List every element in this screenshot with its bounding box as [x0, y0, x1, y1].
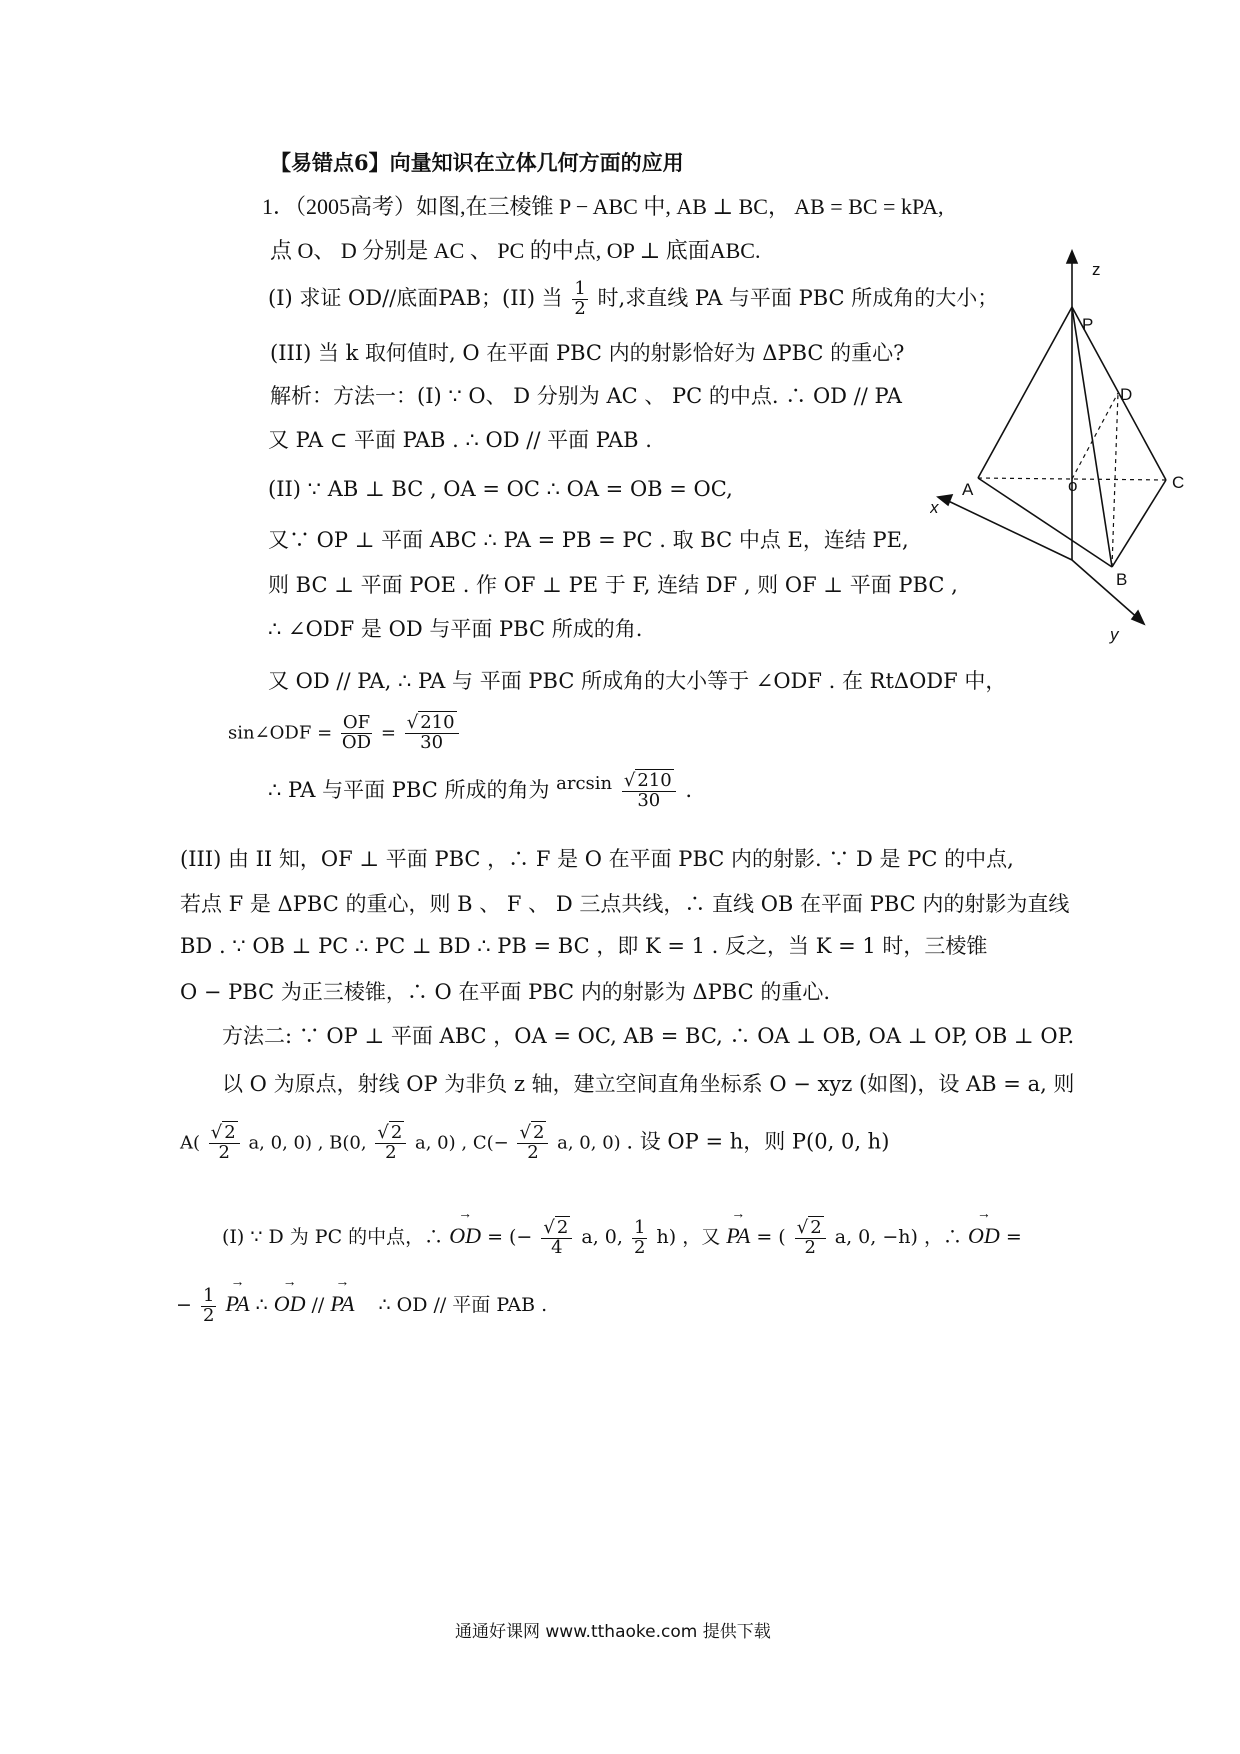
fraction-den: 4 — [551, 1236, 563, 1258]
label-a: A — [962, 480, 974, 499]
problem-line-3 — [268, 280, 998, 319]
point-c: , C(− — [461, 1132, 509, 1154]
vector-pa: → PA — [330, 1278, 354, 1318]
radicand: 210 — [420, 712, 455, 733]
z-arrowhead — [1067, 251, 1077, 263]
line-17-d: h) — [656, 1226, 677, 1248]
fraction-den: 2 — [804, 1236, 816, 1258]
fraction-num: √ 210 — [622, 772, 676, 792]
section-title: 【易错点6】向量知识在立体几何方面的应用 — [270, 150, 684, 175]
solution-line-17 — [222, 1210, 1022, 1257]
radicand: 210 — [637, 770, 672, 791]
line-17-a: (I) ∵ D 为 PC 的中点，∴ — [222, 1226, 444, 1248]
therefore-sign: ∴ — [255, 1294, 268, 1316]
fraction-num: √ 2 — [541, 1219, 572, 1239]
solution-line-7: 又 OD // PA, ∴ PA 与 平面 PBC 所成角的大小等于 ∠ODF . 在 RtΔODF 中， — [268, 669, 1007, 693]
solution-line-10: (III) 由 II 知，OF ⊥ 平面 PBC ，∴ F 是 O 在平面 PBC 内的射影. ∵ D 是 PC 的中点, — [180, 847, 1014, 871]
edge-bc — [1112, 480, 1166, 567]
parallel-sign: // — [311, 1294, 325, 1316]
fraction-sqrt2-over-2 — [375, 1124, 406, 1163]
solution-line-1: 解析：方法一：(Ⅰ) ∵ O、 D 分别为 AC 、 PC 的中点. ∴ OD // PA — [270, 384, 902, 408]
point-c-rest: a, 0, 0) — [557, 1132, 621, 1154]
solution-line-5: 则 BC ⊥ 平面 POE . 作 OF ⊥ PE 于 F, 连结 DF , 则 OF ⊥ 平面 PBC , — [268, 573, 958, 597]
point-a-rest: a, 0, 0) — [248, 1132, 312, 1154]
solution-line-16 — [180, 1124, 889, 1163]
fraction-sqrt2-over-4 — [541, 1216, 572, 1258]
fraction-half — [572, 280, 587, 319]
edge-ab — [978, 478, 1112, 567]
fraction-sqrt210-b — [622, 772, 676, 811]
solution-line-18 — [176, 1278, 547, 1325]
fraction-num: √ 2 — [375, 1124, 406, 1144]
vector-od: → OD — [274, 1278, 306, 1318]
angle-text: ∴ PA 与平面 PBC 所成的角为 — [268, 777, 550, 802]
segment-od-hidden — [1072, 393, 1118, 479]
vector-od: → OD — [968, 1210, 1000, 1250]
solution-line-9 — [268, 772, 692, 811]
fraction-den: 30 — [637, 789, 661, 811]
fraction-den: 2 — [633, 1236, 646, 1258]
fraction-num: OF — [342, 712, 371, 733]
radicand: 2 — [390, 1122, 403, 1143]
solution-line-6: ∴ ∠ODF 是 OD 与平面 PBC 所成的角. — [268, 617, 643, 641]
fraction-den: OD — [341, 731, 372, 753]
fraction-den: 2 — [218, 1141, 230, 1163]
fraction-den: 2 — [527, 1141, 539, 1163]
fraction-den: 2 — [202, 1304, 215, 1326]
fraction-sqrt2-over-2 — [795, 1216, 826, 1258]
vector-pa: → PA — [726, 1210, 750, 1250]
x-arrowhead — [938, 495, 952, 505]
label-y: y — [1110, 625, 1119, 644]
solution-line-14: 方法二: ∵ OP ⊥ 平面 ABC ，OA = OC, AB = BC, ∴ OA ⊥ OB, OA ⊥ OP, OB ⊥ OP. — [222, 1024, 1075, 1048]
line-17-h: ，∴ — [923, 1226, 962, 1248]
line-17-e: ，又 — [682, 1226, 721, 1248]
minus-sign: − — [176, 1294, 192, 1316]
radicand: 2 — [224, 1122, 236, 1143]
arcsin-text: arcsin — [556, 772, 613, 794]
point-b: , B(0, — [317, 1132, 367, 1154]
problem-line-4: (III) 当 k 取何值时, O 在平面 PBC 内的射影恰好为 ΔPBC 的重心? — [270, 341, 905, 365]
line-17-f: = ( — [756, 1226, 786, 1248]
label-c: C — [1172, 473, 1185, 492]
fraction-den: 30 — [420, 731, 444, 753]
line-17-g: a, 0, −h) — [834, 1226, 918, 1248]
y-axis — [1072, 560, 1140, 620]
fraction-den: 2 — [385, 1141, 397, 1163]
solution-line-3: (II) ∵ AB ⊥ BC , OA = OC ∴ OA = OB = OC, — [268, 477, 733, 501]
set-op-text: . 设 OP = h，则 P(0, 0, h) — [626, 1129, 890, 1154]
fraction-num: 1 — [633, 1216, 646, 1238]
fraction-num: √ 2 — [795, 1219, 826, 1239]
equals-sign: = — [380, 722, 396, 744]
label-z: z — [1092, 260, 1101, 279]
point-b-rest: a, 0) — [415, 1132, 456, 1154]
label-b: B — [1116, 570, 1128, 589]
line-17-c: a, 0, — [581, 1226, 623, 1248]
radicand: 2 — [532, 1122, 545, 1143]
line-17-b: = (− — [487, 1226, 533, 1248]
fraction-num: √ 210 — [405, 714, 459, 734]
solution-line-2: 又 PA ⊂ 平面 PAB . ∴ OD // 平面 PAB . — [268, 428, 652, 452]
label-x: x — [930, 498, 939, 517]
fraction-num: √ 2 — [517, 1124, 548, 1144]
problem-line-1: 1．（2005高考）如图,在三棱锥 P − ABC 中, AB ⊥ BC， AB = BC = kPA, — [262, 194, 944, 219]
x-axis — [942, 498, 1072, 560]
fraction-num: 1 — [574, 278, 586, 299]
solution-line-12: BD . ∵ OB ⊥ PC ∴ PC ⊥ BD ∴ PB = BC ，即 K = 1 . 反之，当 K = 1 时，三棱锥 — [180, 934, 988, 958]
y-arrowhead — [1132, 611, 1144, 624]
label-d: D — [1120, 385, 1133, 404]
solution-line-13: O − PBC 为正三棱锥，∴ O 在平面 PBC 内的射影为 ΔPBC 的重心. — [180, 980, 831, 1004]
problem-line-2: 点 O、 D 分别是 AC 、 PC 的中点, OP ⊥ 底面ABC. — [270, 238, 761, 263]
vector-pa: → PA — [225, 1278, 249, 1318]
solution-line-8 — [228, 714, 462, 753]
fraction-den: 2 — [574, 297, 586, 319]
radicand: 2 — [556, 1216, 569, 1238]
edge-pb — [1072, 307, 1112, 567]
fraction-half — [201, 1284, 216, 1326]
sin-lhs: sin∠ODF = — [228, 722, 333, 744]
solution-line-11: 若点 F 是 ΔPBC 的重心，则 B 、 F 、 D 三点共线，∴ 直线 OB 在平面 PBC 内的射影为直线 — [180, 892, 1070, 916]
label-o: o — [1068, 476, 1078, 495]
conclusion-text: ∴ OD // 平面 PAB . — [378, 1294, 548, 1316]
solution-line-15: 以 O 为原点，射线 OP 为非负 z 轴，建立空间直角坐标系 O − xyz (如图)，设 AB = a, 则 — [222, 1072, 1075, 1096]
problem-line-3-a: (I) 求证 OD//底面PAB；(II) 当 — [268, 285, 563, 310]
line-17-i: = — [1005, 1226, 1022, 1248]
footer-text: 通通好课网 www.tthaoke.com 提供下载 — [455, 1622, 771, 1642]
vector-od: → OD — [449, 1210, 481, 1250]
point-a: A( — [180, 1132, 201, 1154]
fraction-num: √ 2 — [209, 1124, 240, 1144]
pyramid-figure — [930, 245, 1220, 665]
label-p: P — [1082, 315, 1094, 334]
edge-pa — [978, 307, 1072, 478]
problem-line-3-b: 时,求直线 PA 与平面 PBC 所成角的大小； — [597, 285, 999, 310]
fraction-half — [632, 1216, 647, 1258]
fraction-sqrt2-over-2 — [209, 1124, 240, 1163]
fraction-sqrt210 — [405, 714, 459, 753]
fraction-sqrt2-over-2 — [517, 1124, 548, 1163]
period: . — [685, 777, 693, 802]
fraction-of-od — [341, 714, 372, 753]
radicand: 2 — [810, 1216, 822, 1238]
solution-line-4: 又∵ OP ⊥ 平面 ABC ∴ PA = PB = PC . 取 BC 中点 E，连结 PE, — [268, 528, 909, 552]
fraction-num: 1 — [202, 1284, 215, 1306]
